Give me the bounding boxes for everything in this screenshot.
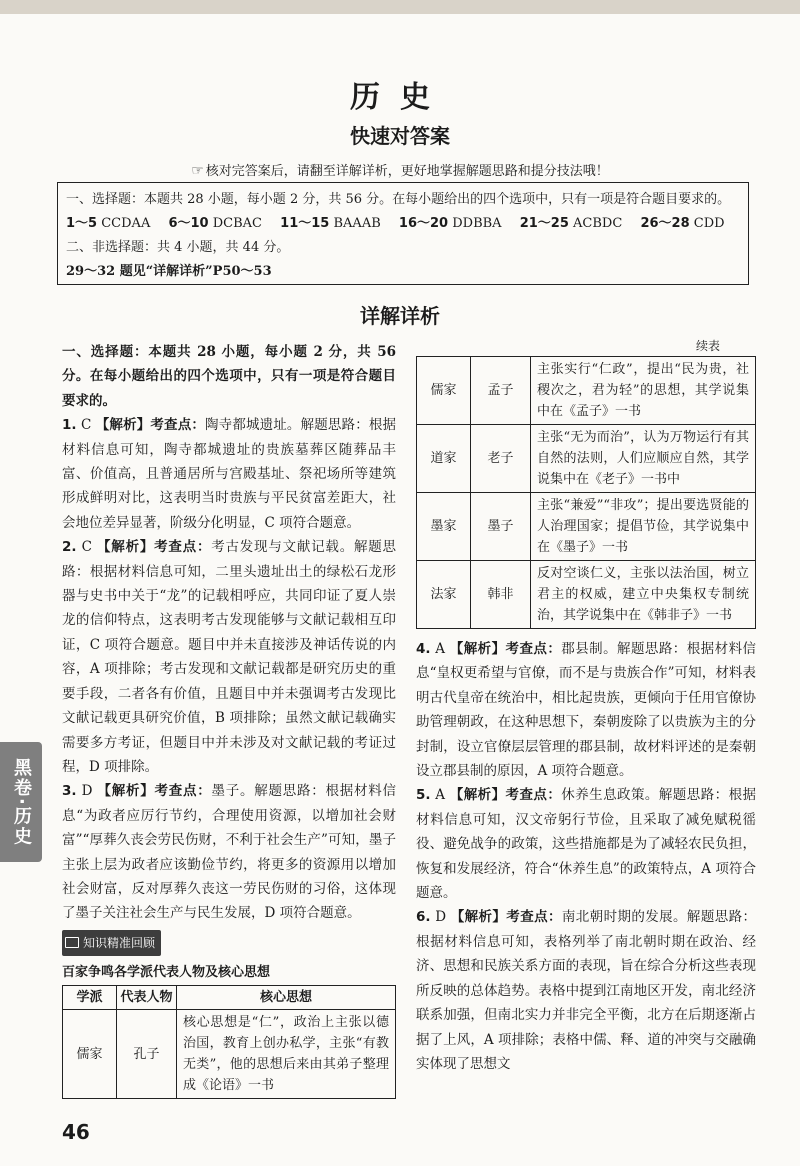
answer-group: 16～20 DDBBA (398, 216, 502, 231)
answer-group: 26～28 CDD (640, 216, 725, 231)
question-5: 5. A 【解析】考查点：休养生息政策。解题思路：根据材料信息可知，汉文帝躬行节俭，且采取了减免赋税徭役、避免战争的政策，这些措施都是为了减轻农民负担，恢复和发展经济，符合“休养生息”的政策特点，A 项符合题意。 (416, 787, 757, 902)
question-3: 3. D 【解析】考查点：墨子。解题思路：根据材料信息“为政者应厉行节约，合理使用资源，以增加社会财富”“厚葬久丧会劳民伤财，不利于社会生产”可知，墨子主张上层为政者应该勤俭节约，将更多的资源用以增加社会财富，反对厚葬久丧这一劳民伤财的习俗，这体现了墨子关注社会生产与民生发展，D 项符合题意。 (62, 783, 397, 922)
quick-answers-title: 快速对答案 (350, 124, 450, 148)
schools-table-continued (416, 356, 756, 629)
answer-group: 6～10 DCBAC (168, 216, 263, 231)
answer-group: 1～5 CCDAA (66, 216, 151, 231)
question-2: 2. C 【解析】考查点：考古发现与文献记载。解题思路：根据材料信息可知，二里头遗址出土的绿松石龙形器与史书中关于“龙”的记载相呼应，共同印证了夏人崇龙的信仰特点，这表明考古发现能够与文献记载相互印证，C 项符合题意。题目中并未直接涉及神话传说的内容，A 项排除；考古发现和文献记载都是研究历史的重要手段，二者各有价值，且题目中并未强调考古发现比文献记载更具研究价值，B 项排除；虽然文献记载确实需要多方考证，但题目中并未涉及对文献记载的考证过程，D 项排除。 (62, 539, 397, 775)
knowledge-table-title: 百家争鸣各学派代表人物及核心思想 (62, 964, 271, 980)
detailed-solutions-title: 详解详析 (360, 304, 440, 328)
knowledge-badge: 知识精准回顾 (62, 930, 161, 956)
answer-choice-intro: 一、选择题：本题共 28 小题，每小题 2 分，共 56 分。在每小题给出的四个选项中，只有一项是符合题目要求的。 (66, 192, 731, 207)
non-choice-ref: 29～32 题见“详解详析”P50～53 (66, 264, 272, 279)
question-4: 4. A 【解析】考查点：郡县制。解题思路：根据材料信息“皇权更希望与官僚，而不是与贵族合作”可知，材料表明古代皇帝在统治中，相比起贵族，更倾向于任用官僚协助管理朝政，在这种思想下，秦朝废除了以贵族为主的分封制，设立官僚层层管理的郡县制，故材料评述的是秦朝设立郡县制的原因，A 项符合题意。 (416, 641, 757, 780)
tip-text: 核对完答案后，请翻至详解详析，更好地掌握解题思路和提分技法哦！ (205, 164, 609, 179)
section-heading: 一、选择题：本题共 28 小题，每小题 2 分，共 56 分。在每小题给出的四个选项中，只有一项是符合题目要求的。 (62, 344, 396, 409)
answer-group: 21～25 ACBDC (519, 216, 623, 231)
right-column (416, 340, 756, 1076)
question-1: 1. C 【解析】考查点：陶寺都城遗址。解题思路：根据材料信息可知，陶寺都城遗址的贵族墓葬区随葬品丰富、价值高，且普通居所与宫殿基址、祭祀场所等建筑形成鲜明对比，这表明当时贵族与平民贫富差距大，社会地位差异显著，阶级分化明显，C 项符合题意。 (62, 417, 397, 531)
knowledge-review (62, 930, 396, 1100)
pointing-hand-icon: ☞ (191, 163, 204, 179)
left-column (62, 340, 396, 1099)
table-row: 法家 韩非 反对空谈仁义，主张以法治国，树立君主的权威，建立中央集权专制统治，其学说集中在《韩非子》一书 (417, 561, 756, 629)
continued-label: 续表 (695, 339, 720, 353)
side-tab: 黑卷·历史 (0, 742, 42, 862)
question-6: 6. D 【解析】考查点：南北朝时期的发展。解题思路：根据材料信息可知，表格列举了南北朝时期在政治、经济、思想和民族关系方面的表现，旨在综合分析这些表现所反映的总体趋势。表格中提到江南地区开发，南北经济联系加强，但南北实力并非完全平衡，北方在后期逐渐占据了上风，A 项排除；表格中儒、释、道的冲突与交融确实体现了思想文 (416, 909, 757, 1072)
subject-title: 历史 (350, 80, 450, 115)
table-header-row: 学派 代表人物 核心思想 (63, 986, 396, 1010)
page-number: 46 (62, 1120, 90, 1144)
answer-key-box (57, 182, 749, 285)
answer-groups (66, 212, 740, 236)
non-choice-intro: 二、非选择题：共 4 小题，共 44 分。 (66, 240, 290, 255)
top-edge-strip (0, 0, 800, 14)
table-row: 儒家 孟子 主张实行“仁政”，提出“民为贵，社稷次之，君为轻”的思想，其学说集中在《孟子》一书 (417, 357, 756, 425)
book-icon (65, 937, 79, 948)
answer-group: 11～15 BAAAB (280, 216, 381, 231)
schools-table (62, 985, 396, 1099)
table-row: 儒家 孔子 核心思想是“仁”，政治上主张以德治国，教育上创办私学，主张“有教无类”，他的思想后来由其弟子整理成《论语》一书 (63, 1010, 396, 1099)
tip-line (0, 160, 800, 179)
table-row: 墨家 墨子 主张“兼爱”“非攻”；提出要选贤能的人治理国家；提倡节俭，其学说集中在《墨子》一书 (417, 493, 756, 561)
table-row: 道家 老子 主张“无为而治”，认为万物运行有其自然的法则，人们应顺应自然，其学说集中在《老子》一书中 (417, 425, 756, 493)
